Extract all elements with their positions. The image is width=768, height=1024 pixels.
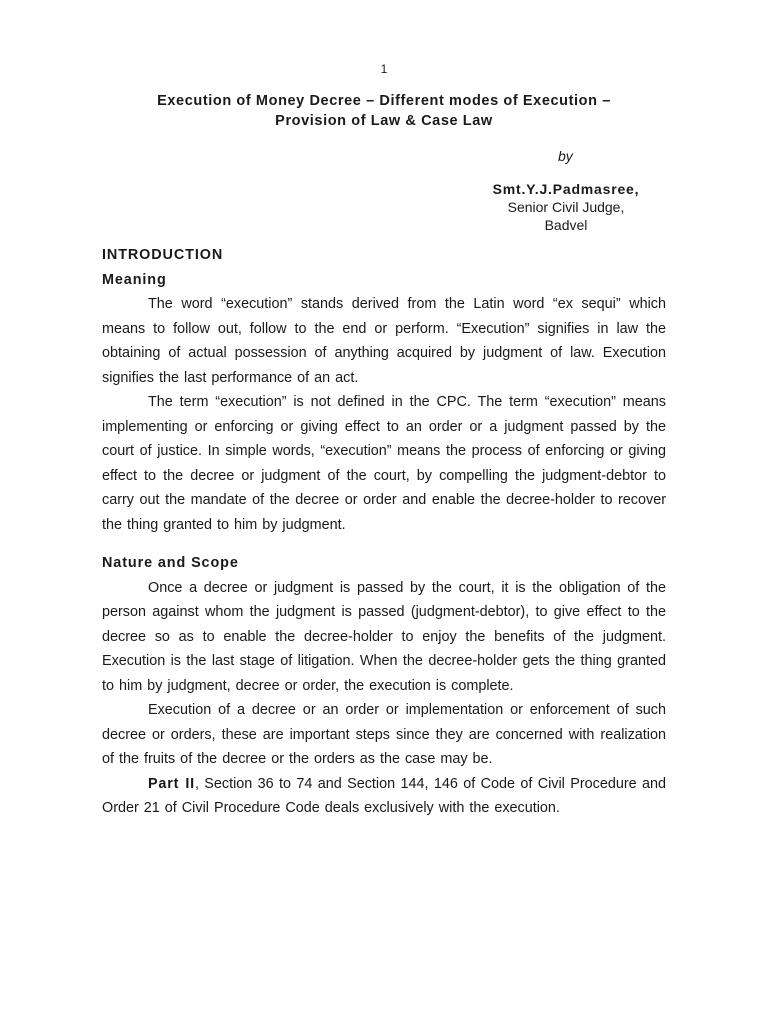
author-block xyxy=(466,180,666,234)
title-line-2: Provision of Law & Case Law xyxy=(275,113,493,129)
nature-paragraph-3-text: , Section 36 to 74 and Section 144, 146 of Code of Civil Procedure and Order 21 of Civil Procedure Code deals exclusively with the execution. xyxy=(102,775,666,816)
title-line-1: Execution of Money Decree – Different modes of Execution – xyxy=(157,93,611,109)
author-place: Badvel xyxy=(544,217,588,233)
nature-paragraph-1: Once a decree or judgment is passed by the court, it is the obligation of the person against whom the judgment is passed (judgment-debtor), to give effect to the decree so as to enable the decree-holder to enjoy the benefits of the judgment. Execution is the last stage of litigation. When the decree-holder gets the thing granted to him by judgment, decree or order, the execution is complete. xyxy=(102,579,666,694)
byline-by: by xyxy=(558,148,573,164)
section-gap xyxy=(102,537,666,551)
author-name: Smt.Y.J.Padmasree, xyxy=(492,181,640,197)
page-number: 1 xyxy=(380,62,388,76)
document-title xyxy=(102,91,666,131)
introduction-heading: INTRODUCTION xyxy=(102,247,224,263)
meaning-paragraph-2: The term “execution” is not defined in the CPC. The term “execution” means implementing or enforcing or giving effect to an order or a judgment passed by the court of justice. In simple words, “execution” means the process of enforcing or giving effect to the decree or judgment of the court, by compelling the judgment-debtor to carry out the mandate of the decree or order and enable the decree-holder to recover the thing granted to him by judgment. xyxy=(102,394,666,533)
nature-scope-heading: Nature and Scope xyxy=(102,555,239,571)
meaning-paragraph-1: The word “execution” stands derived from the Latin word “ex sequi” which means to follow out, follow to the end or perform. “Execution” signifies in law the obtaining of actual possession of anything acquired by judgment of law. Execution signifies the last performance of an act. xyxy=(102,296,666,386)
document-body xyxy=(102,243,666,821)
author-designation: Senior Civil Judge, xyxy=(507,199,625,215)
nature-paragraph-3 xyxy=(102,772,666,821)
meaning-heading: Meaning xyxy=(102,271,167,288)
nature-paragraph-2: Execution of a decree or an order or implementation or enforcement of such decree or orders, these are important steps since they are concerned with realization of the fruits of the decree or the orders as the case may be. xyxy=(102,702,666,767)
part-ii-label: Part II xyxy=(148,775,195,792)
